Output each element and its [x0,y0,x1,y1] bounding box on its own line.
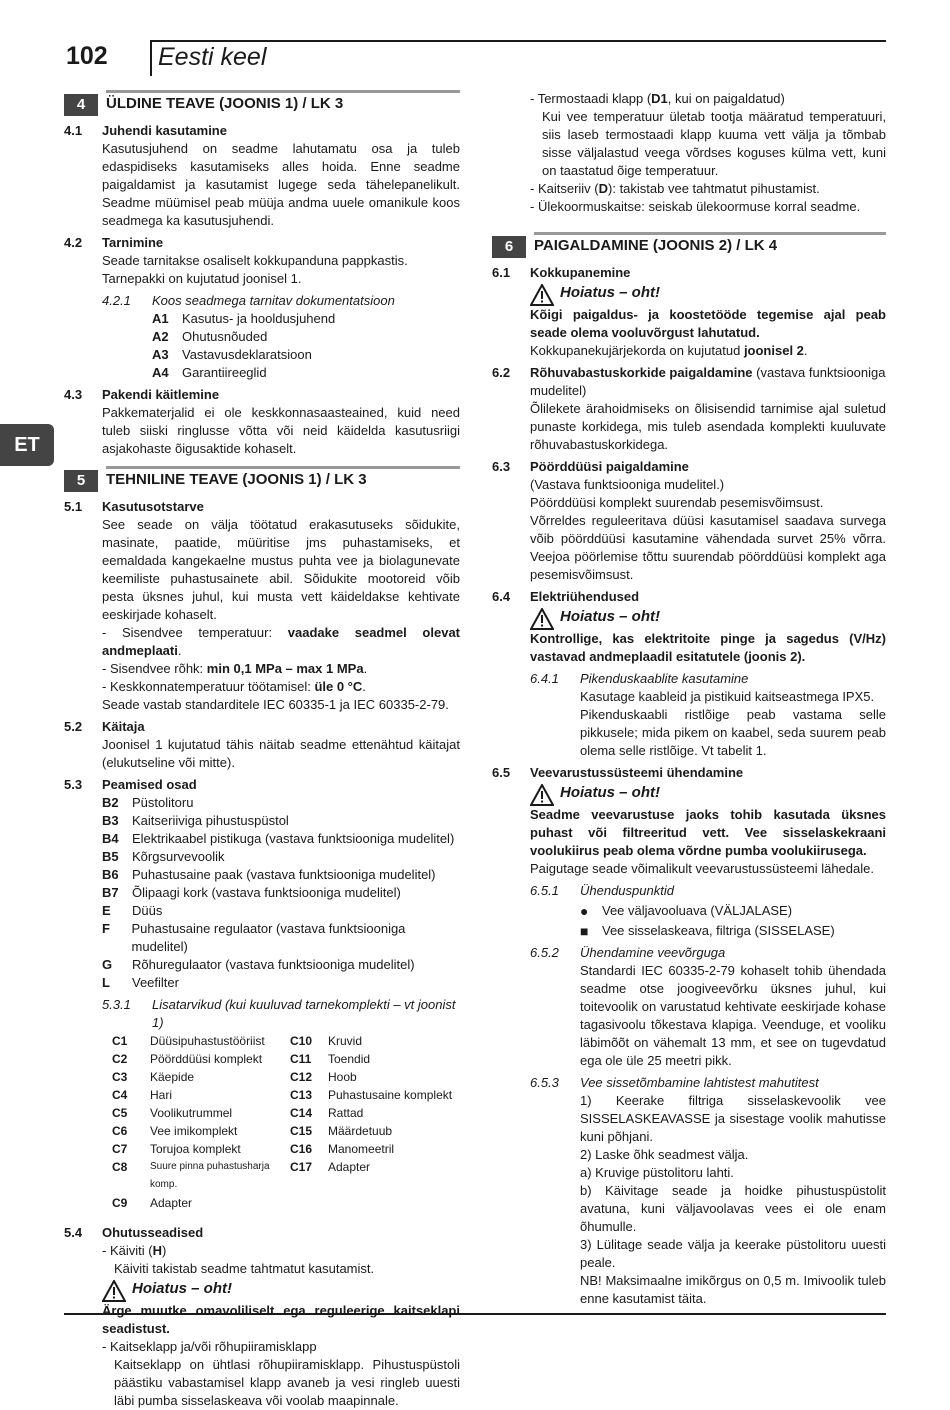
subsection-number: 6.5 [492,765,511,780]
warning [492,608,886,630]
paragraph: Kaitseklapp on ühtlasi rõhupiiramisklapp. Pihustuspüstoli päästiku vabastamisel klapp avaneb ja vesi ringleb uuesti läbi pumba sisselaskeava või voolab maapinnale. [114,1357,460,1408]
part-code: B4 [102,831,119,846]
subsection-title: Ohutusseadised [102,1225,204,1240]
subsection-number: 6.1 [492,265,511,280]
dash-item: - Termostaadi klapp (D1, kui on paigaldatud) [530,91,785,106]
subsection-number: 4.1 [64,123,83,138]
acc-text: Adapter [150,1196,193,1210]
acc-text: Manomeetril [328,1142,395,1156]
warning [492,784,886,806]
part-text: Kaitseriiviga pihustuspüstol [132,813,289,828]
subsection-note: (vastava funktsiooniga mudelitel) [530,365,886,398]
warning-icon [530,784,554,806]
warning [492,284,886,306]
subsection-number: 5.4 [64,1225,83,1240]
subsubsection-number: 5.3.1 [102,997,131,1012]
square-bullet-icon: ■ [580,923,589,939]
part-text: Puhastusaine paak (vastava funktsiooniga mudelitel) [132,867,436,882]
acc-code: C3 [112,1070,128,1084]
acc-text: Adapter [328,1160,371,1174]
subsection-title: Juhendi kasutamine [102,123,227,138]
step: a) Kruvige püstolitoru lahti. [580,1165,734,1180]
section-number: 6 [492,236,526,258]
subsection-title: Rõhuvabastuskorkide paigaldamine [530,365,753,380]
acc-text: Toendid [328,1052,371,1066]
paragraph: Kasutage kaableid ja pistikuid kaitseastmega IPX5. [580,689,875,704]
subsubsection-number: 6.5.2 [530,945,559,960]
paragraph: (Vastava funktsiooniga mudelitel.) [530,477,725,492]
acc-code: C2 [112,1052,128,1066]
warning-text: Kõigi paigaldus- ja koostetööde tegemise ajal peab seade olema vooluvõrgust lahutatud. [530,307,886,340]
note: NB! Maksimaalne imikõrgus on 0,5 m. Imivoolik tuleb enne kasutamist täita. [580,1273,886,1306]
step: 3) Lülitage seade välja ja keerake püstolitoru uuesti peale. [580,1237,886,1270]
acc-text: Pöörddüüsi komplekt [150,1052,263,1066]
acc-text: Düüsipuhastustööriist [150,1034,265,1048]
warning-title: Hoiatus – oht! [132,1280,232,1297]
acc-code: C1 [112,1034,128,1048]
subsection-number: 4.2 [64,235,83,250]
subsection-number: 5.2 [64,719,83,734]
header-divider [150,40,152,76]
acc-code: C10 [290,1034,313,1048]
subsection-number: 6.4 [492,589,511,604]
acc-text: Käepide [150,1070,195,1084]
bullet-text: Vee sisselaskeava, filtriga (SISSELASE) [602,923,835,938]
warning-text: Ärge muutke omavoliliselt ega reguleerige kaitseklapi seadistust. [102,1303,460,1336]
section-title: PAIGALDAMINE (JOONIS 2) / LK 4 [534,237,778,254]
part-text: Puhastusaine regulaator (vastava funktsiooniga mudelitel) [131,921,406,954]
part-text: Kõrgsurvevoolik [132,849,225,864]
paragraph: Standardi IEC 60335-2-79 kohaselt tohib ühendada seadme otse joogiveevõrku üksnes juhul, kui toitevoolik on varustatud kehtivate eeskirjade kohase tagasivoolu tõkestava klapiga. Veenduge, et vooliku läbimõõt on vähemalt 13 mm, et see on tugevdatud ega ole üle 25 meetri pikk. [580,963,886,1068]
subsubsection-number: 6.5.1 [530,883,559,898]
subsection-title: Veevarustussüsteemi ühendamine [530,765,744,780]
part-text: Rõhuregulaator (vastava funktsiooniga mudelitel) [132,957,415,972]
acc-code: C11 [290,1052,312,1066]
language-title: Eesti keel [158,43,267,71]
section-4-heading [64,90,460,116]
subsection-title: Pöörddüüsi paigaldamine [530,459,689,474]
subsection-number: 5.3 [64,777,83,792]
subsubsection-title: Lisatarvikud (kui kuuluvad tarnekomplekti – vt joonist 1) [152,997,456,1030]
right-column [492,90,886,1308]
paragraph: Joonisel 1 kujutatud tähis näitab seadme ettenähtud käitajat (elukutseline või mitte). [102,737,460,770]
acc-code: C6 [112,1124,128,1138]
paragraph: Pakkematerjalid ei ole keskkonnasaasteained, kuid need tuleb siiski ringlusse võtta või neid käidelda kasutusriigi asjakohaste õigusaktide kohaselt. [102,405,460,456]
acc-code: C8 [112,1160,128,1174]
part-code: L [102,975,110,990]
step: b) Käivitage seade ja hoidke pihustuspüstolit avatuna, kuni väljavoolavas vees ei ole enam õhumulle. [580,1183,886,1234]
section-6-heading [492,232,886,258]
subsection-title: Pakendi käitlemine [102,387,220,402]
subsubsection-title: Ühendamine veevõrguga [580,945,726,960]
item-text: Vastavusdeklaratsioon [182,347,312,362]
warning-icon [102,1280,126,1302]
acc-code: C12 [290,1070,313,1084]
paragraph: Tarnepakki on kujutatud joonisel 1. [102,271,302,286]
acc-text: Torujoa komplekt [150,1142,241,1156]
step: 1) Keerake filtriga sisselaskevoolik vee SISSELASKEAVASSE ja sisestage voolik mahutisse kuni põhjani. [580,1093,886,1144]
acc-code: C4 [112,1088,128,1102]
acc-code: C9 [112,1196,128,1210]
acc-code: C17 [290,1160,313,1174]
paragraph: Kokkupanekujärjekorda on kujutatud joonisel 2. [530,343,808,358]
acc-text: Hari [150,1088,173,1102]
section-title: TEHNILINE TEAVE (JOONIS 1) / LK 3 [106,471,367,488]
subsubsection-title: Koos seadmega tarnitav dokumentatsioon [152,293,395,308]
paragraph: Võrreldes reguleeritava düüsi kasutamisel saadava survega võib pöörddüüsi kasutamine vähendada survet 25% võrra. Veejoa pöörlemise tõttu suurendab pöörddüüsi komplekt aga pesemisvõimsust. [530,513,886,582]
subsubsection-number: 6.5.3 [530,1075,559,1090]
circle-bullet-icon: ● [580,903,589,919]
subsubsection-title: Vee sissetõmbamine lahtistest mahutitest [580,1075,819,1090]
paragraph: Paigutage seade võimalikult veevarustussüsteemi lähedale. [530,861,874,876]
paragraph: Pöörddüüsi komplekt suurendab pesemisvõimsust. [530,495,824,510]
subsection-number: 5.1 [64,499,83,514]
acc-code: C7 [112,1142,128,1156]
paragraph: Kui vee temperatuur ületab tootja määratud temperatuuri, siis laseb termostaadi klapp kuuma vett välja ja tõmbab sisse väljalastud veega võrdses koguses külma vett, kuni on taastatud õige temperatuur. [542,109,886,178]
acc-text: Hoob [328,1070,357,1084]
part-code: B7 [102,885,119,900]
subsubsection-title: Pikenduskaablite kasutamine [580,671,749,686]
subsection-title: Peamised osad [102,777,197,792]
spec-line: - Sisendvee rõhk: min 0,1 MPa – max 1 MPa. [102,661,368,676]
dash-item: - Kaitseriiv (D): takistab vee tahtmatut pihustamist. [530,181,820,196]
acc-text: Kruvid [328,1034,363,1048]
part-text: Düüs [132,903,163,918]
subsubsection-number: 4.2.1 [102,293,131,308]
subsubsection-number: 6.4.1 [530,671,559,686]
acc-text: Voolikutrummel [150,1106,233,1120]
subsection-title: Kasutusotstarve [102,499,204,514]
acc-text: Vee imikomplekt [150,1124,238,1138]
part-code: B2 [102,795,119,810]
section-number: 5 [64,470,98,492]
warning-icon [530,608,554,630]
paragraph: Seade tarnitakse osaliselt kokkupanduna pappkastis. [102,253,408,268]
subsection-title: Käitaja [102,719,145,734]
acc-text: Rattad [328,1106,364,1120]
warning-text: Seadme veevarustuse jaoks tohib kasutada üksnes puhast või filtreeritud vett. Vee sisselaskekraani voolukiirus peab olema võrdne pumba voolukiirusega. [530,807,886,858]
section-rule [106,90,460,93]
spec-line: - Keskkonnatemperatuur töötamisel: üle 0 °C. [102,679,366,694]
section-rule [534,232,886,235]
dash-item: - Ülekoormuskaitse: seiskab ülekoormuse korral seadme. [530,199,861,214]
item-text: Kasutus- ja hooldusjuhend [182,311,336,326]
acc-code: C15 [290,1124,313,1138]
accessories-table [64,1032,460,1212]
spec-line: - Sisendvee temperatuur: vaadake seadmel olevat andmeplaati. [102,625,461,658]
section-title: ÜLDINE TEAVE (JOONIS 1) / LK 3 [106,95,344,112]
subsubsection-title: Ühenduspunktid [580,883,674,898]
part-text: Õlipaagi kork (vastava funktsiooniga mudelitel) [132,885,401,900]
dash-item: - Kaitseklapp ja/või rõhupiiramisklapp [102,1339,317,1354]
paragraph: Kasutusjuhend on seadme lahutamatu osa ja tuleb edaspidiseks kasutamiseks alles hoida. Enne seadme paigaldamist ja kasutamist lugege seda tähelepanelikult. Seadme müümisel peab müüja andma uuele omanikule koos seadmega ka kasutusjuhendi. [102,141,460,228]
acc-code: C5 [112,1106,128,1120]
warning-title: Hoiatus – oht! [560,284,660,301]
part-text: Veefilter [132,975,179,990]
subsection-title: Kokkupanemine [530,265,631,280]
part-code: B5 [102,849,119,864]
acc-text: Puhastusaine komplekt [328,1088,453,1102]
subsection-number: 6.2 [492,365,511,380]
acc-text: Suure pinna puhastusharja komp. [150,1161,270,1190]
header-rule [150,40,886,42]
paragraph: Käiviti takistab seadme tahtmatut kasutamist. [114,1261,375,1276]
subsection-title: Elektriühendused [530,589,640,604]
dash-item: - Käiviti (H) [102,1243,167,1258]
step: 2) Laske õhk seadmest välja. [580,1147,749,1162]
paragraph: Õlilekete ärahoidmiseks on õlisisendid tarnimise ajal suletud punaste korkidega, mis tuleb asendada komplekti kuuluvate rõhuvabastuskorkidega. [530,401,886,452]
paragraph: Pikenduskaabli ristlõige peab vastama selle pikkusele; mida pikem on kaabel, seda suurem peab olema selle ristlõige. Vt tabelit 1. [580,707,886,758]
left-column [64,90,460,1410]
page-number: 102 [66,42,108,70]
subsection-number: 6.3 [492,459,511,474]
subsection-title: Tarnimine [102,235,164,250]
part-code: F [102,921,110,936]
section-5-heading [64,466,460,492]
item-code: A2 [152,329,169,344]
part-text: Elektrikaabel pistikuga (vastava funktsiooniga mudelitel) [132,831,455,846]
acc-code: C16 [290,1142,313,1156]
part-code: B6 [102,867,119,882]
language-tab: ET [0,424,54,466]
paragraph: See seade on välja töötatud erakasutuseks sõidukite, masinate, paatide, müüritise jms puhastamiseks, et eemaldada kangekaelne mustus puhta vee ja biolagunevate keemiliste puhastusainete abil. Sõidukite mootoreid võib pesta üksnes juhul, kui musta vett käideldakse kehtivate eeskirjade kohaselt. [102,517,460,622]
item-code: A1 [152,311,169,326]
part-code: E [102,903,111,918]
warning-icon [530,284,554,306]
acc-text: Määrdetuub [328,1124,393,1138]
paragraph: Seade vastab standarditele IEC 60335-1 ja IEC 60335-2-79. [102,697,449,712]
warning [64,1280,460,1302]
part-code: B3 [102,813,119,828]
bullet-text: Vee väljavooluava (VÄLJALASE) [602,903,793,918]
acc-code: C13 [290,1088,313,1102]
item-text: Ohutusnõuded [182,329,268,344]
section-rule [106,466,460,469]
acc-code: C14 [290,1106,313,1120]
warning-title: Hoiatus – oht! [560,784,660,801]
warning-text: Kontrollige, kas elektritoite pinge ja sagedus (V/Hz) vastavad andmeplaadil esitatutele (joonis 2). [530,631,886,664]
item-text: Garantiireeglid [182,365,267,380]
warning-title: Hoiatus – oht! [560,608,660,625]
part-code: G [102,957,113,972]
item-code: A4 [152,365,169,380]
subsection-number: 4.3 [64,387,83,402]
section-number: 4 [64,94,98,116]
item-code: A3 [152,347,169,362]
part-text: Püstolitoru [132,795,194,810]
